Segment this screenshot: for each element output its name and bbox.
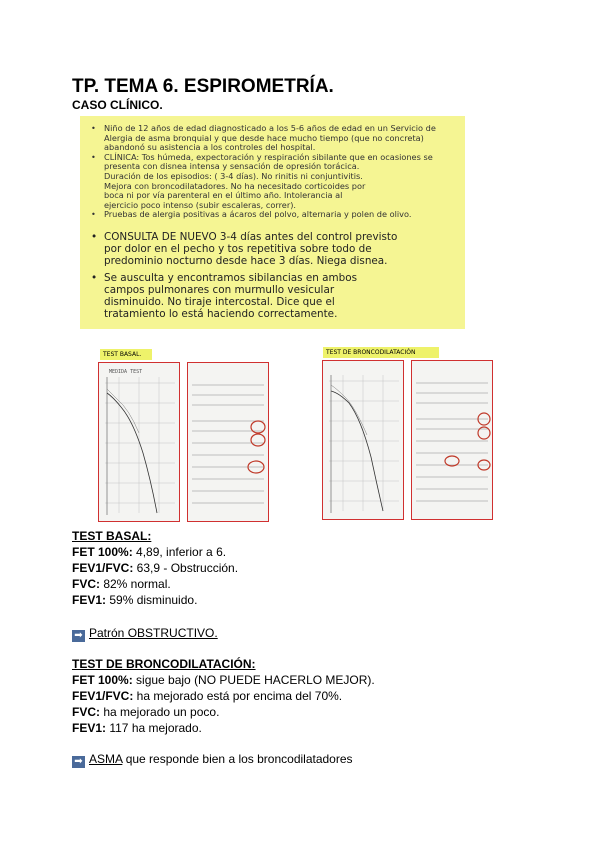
basal-heading: TEST BASAL: (72, 529, 152, 543)
basal-line-fet: FET 100%: 4,89, inferior a 6. (72, 545, 227, 559)
arrow-right-icon: ➡ (72, 756, 85, 768)
bronco-conclusion-text: que responde bien a los broncodilatadores (122, 752, 353, 766)
bronco-flow-curve (322, 360, 404, 520)
basal-flow-curve (98, 362, 180, 522)
bronco-line-fet: FET 100%: sigue bajo (NO PUEDE HACERLO MEJOR). (72, 673, 375, 687)
case-bullet-consult: • CONSULTA DE NUEVO 3-4 días antes del control previsto por dolor en el pecho y tos repetitiva sobre todo de predominio nocturno desde hace 3 días. Niega disnea. (90, 231, 457, 268)
case-bullet-history: • Niño de 12 años de edad diagnosticado a los 5-6 años de edad en un Servicio de Alergia de asma bronquial y que desde hace mucho tiempo (que no concreta) abandonó su asistencia a los controles del hospital. (90, 124, 457, 153)
bronco-line-fev1: FEV1: 117 ha mejorado. (72, 721, 202, 735)
arrow-right-icon: ➡ (72, 630, 85, 642)
svg-text:MEDIDA TEST: MEDIDA TEST (109, 369, 143, 375)
basal-line-fev1: FEV1: 59% disminuido. (72, 593, 198, 607)
page-title: TP. TEMA 6. ESPIROMETRÍA. (72, 76, 334, 97)
basal-image-label: TEST BASAL. (100, 349, 152, 360)
basal-results-sheet (187, 362, 269, 522)
bronco-results-sheet (411, 360, 493, 520)
bronco-conclusion (72, 752, 353, 768)
page-subtitle: CASO CLÍNICO. (72, 98, 163, 112)
case-bullet-allergy: • Pruebas de alergia positivas a ácaros del polvo, alternaria y polen de olivo. (90, 210, 457, 220)
basal-conclusion (72, 626, 218, 642)
bronco-heading: TEST DE BRONCODILATACIÓN: (72, 657, 256, 671)
basal-line-fev1fvc: FEV1/FVC: 63,9 - Obstrucción. (72, 561, 239, 575)
clinical-case-box (80, 116, 465, 329)
bronco-line-fev1fvc: FEV1/FVC: ha mejorado está por encima del 70%. (72, 689, 343, 703)
bronco-section (72, 657, 375, 735)
case-bullet-auscultation: • Se ausculta y encontramos sibilancias en ambos campos pulmonares con murmullo vesicular disminuido. No tiraje intercostal. Dice que el tratamiento lo está haciendo correctamente. (90, 272, 457, 321)
bronco-line-fvc: FVC: ha mejorado un poco. (72, 705, 220, 719)
asma-link[interactable]: ASMA (89, 752, 123, 766)
bronco-image-label: TEST DE BRONCODILATACIÓN (323, 347, 439, 358)
basal-conclusion-text: Patrón OBSTRUCTIVO. (89, 626, 218, 640)
basal-section (72, 529, 238, 607)
basal-line-fvc: FVC: 82% normal. (72, 577, 171, 591)
case-bullet-clinic: • CLÍNICA: Tos húmeda, expectoración y respiración sibilante que en ocasiones se presenta con disnea intensa y sensación de opresión torácica. Duración de los episodios: ( 3-4 días). No rinitis ni conjuntivitis. Mejora con broncodilatadores. No ha necesitado corticoides por boca ni por vía parenteral en el último año. Intolerancia al ejercicio poco intenso (subir escaleras, correr). (90, 153, 457, 211)
